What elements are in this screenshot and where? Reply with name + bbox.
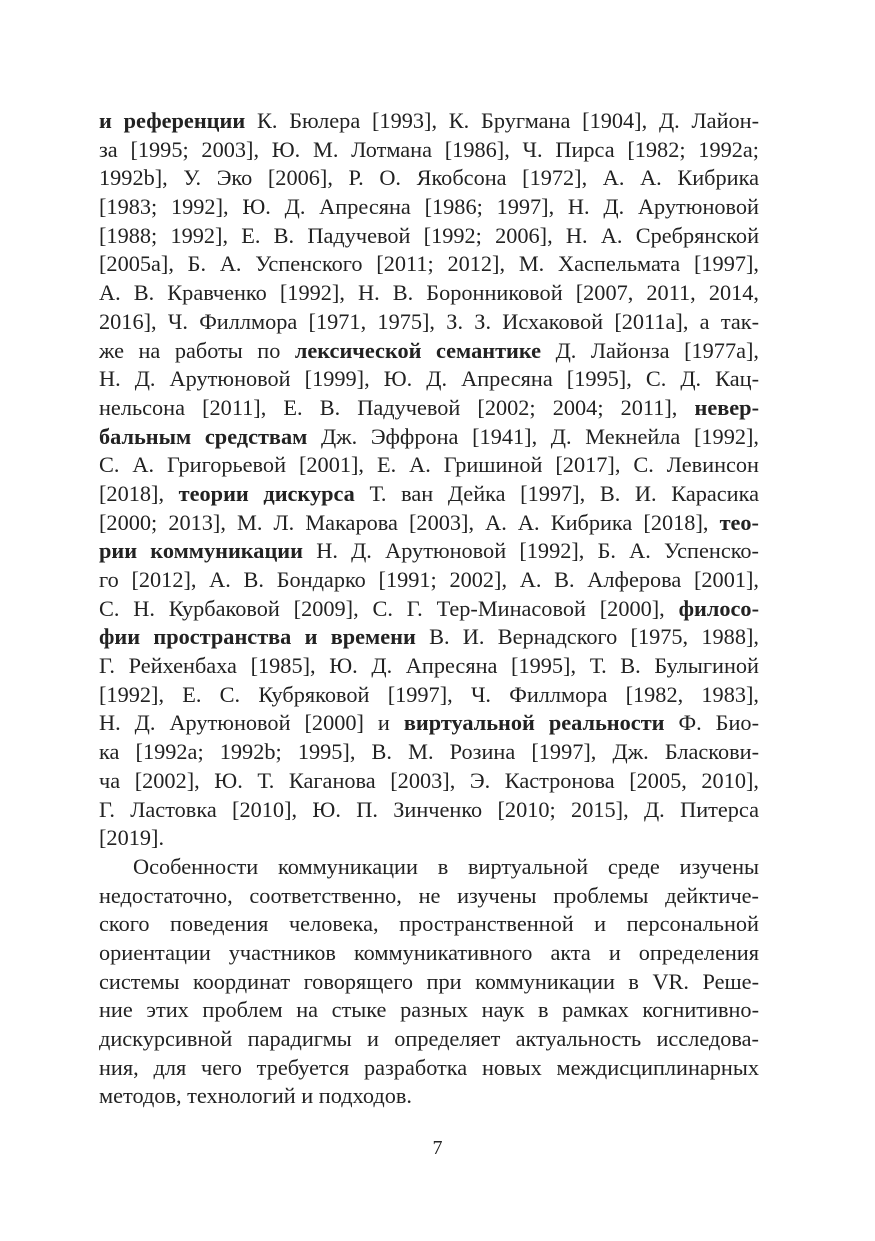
line-text: [1992], Е. С. Кубряковой [1997], Ч. Филлмора [1982, 1983], — [99, 681, 759, 707]
text-line — [99, 164, 759, 193]
bold-term: и референции — [99, 108, 246, 133]
text-line — [99, 337, 759, 366]
line-text: же на работы по — [99, 337, 295, 363]
text-line — [99, 365, 759, 394]
text-line — [99, 279, 759, 308]
text-line — [99, 394, 759, 423]
line-text: В. И. Вернадского [1975, 1988], — [415, 624, 759, 650]
line-text: Г. Ластовка [2010], Ю. П. Зинченко [2010; 2015], Д. Питерса — [99, 796, 759, 822]
bold-term: виртуальной реальности — [403, 710, 665, 736]
bold-term: рии коммуникации — [99, 538, 303, 564]
text-line — [99, 652, 759, 681]
text-line — [99, 1054, 759, 1083]
line-text: методов, технологий и подходов. — [99, 1083, 412, 1109]
line-text: Дж. Эффрона [1941], Д. Мекнейла [1992], — [307, 423, 759, 449]
line-text: дискурсивной парадигмы и определяет актуальность исследова- — [99, 1026, 759, 1051]
line-text: [2005а], Б. А. Успенского [2011; 2012], М. Хаспельмата [1997], — [99, 251, 759, 277]
text-line — [99, 767, 759, 796]
line-text: Н. Д. Арутюновой [1992], Б. А. Успенско- — [303, 538, 759, 564]
line-text: Ф. Био- — [664, 710, 759, 736]
bold-term: лексической семантике — [294, 337, 542, 363]
line-text: Г. Рейхенбаха [1985], Ю. Д. Апресяна [1995], Т. В. Булыгиной — [99, 653, 759, 679]
line-text: системы координат говорящего при коммуникации в VR. Реше- — [99, 968, 759, 994]
line-text: за [1995; 2003], Ю. М. Лотмана [1986], Ч. Пирса [1982; 1992a; — [99, 136, 759, 162]
text-line — [99, 451, 759, 480]
line-text: [1983; 1992], Ю. Д. Апресяна [1986; 1997], Н. Д. Арутюновой — [99, 194, 759, 220]
paragraph-relevance — [99, 853, 759, 1111]
text-line — [99, 193, 759, 222]
text-line — [99, 1025, 759, 1054]
text-line — [99, 595, 759, 624]
line-text: го [2012], А. В. Бондарко [1991; 2002], А. В. Алферова [2001], — [99, 567, 759, 592]
text-line — [99, 623, 759, 652]
text-line — [99, 910, 759, 939]
line-text: ча [2002], Ю. Т. Каганова [2003], Э. Кастронова [2005, 2010], — [99, 767, 759, 793]
line-text: [2000; 2013], М. Л. Макарова [2003], А. А. Кибрика [2018], — [99, 509, 720, 535]
line-text: Т. ван Дейка [1997], В. И. Карасика — [354, 480, 759, 506]
line-text: Особенности коммуникации в виртуальной среде изучены — [133, 853, 759, 879]
bold-term: тео- — [719, 509, 759, 535]
line-text: 2016], Ч. Филлмора [1971, 1975], З. З. Исхаковой [2011а], а так- — [99, 308, 759, 334]
text-line — [99, 824, 759, 853]
bold-term: фии пространства и времени — [99, 624, 416, 650]
line-text: К. Бюлера [1993], К. Бругмана [1904], Д. Лайон- — [245, 108, 760, 133]
line-text: С. А. Григорьевой [2001], Е. А. Гришиной [2017], С. Левинсон — [99, 452, 759, 478]
bold-term: бальным средствам — [99, 423, 308, 449]
text-line — [99, 882, 759, 911]
bold-term: филосо- — [678, 595, 759, 621]
text-line — [99, 537, 759, 566]
bold-term: теории дискурса — [178, 480, 355, 506]
text-line — [99, 738, 759, 767]
line-text: ка [1992a; 1992b; 1995], В. М. Розина [1997], Дж. Бласкови- — [99, 739, 759, 765]
text-line — [99, 107, 759, 136]
paragraph-references — [99, 107, 759, 853]
line-text: ориентации участников коммуникативного акта и определения — [99, 939, 759, 965]
text-line — [99, 566, 759, 595]
text-line — [99, 509, 759, 538]
line-text: [1988; 1992], Е. В. Падучевой [1992; 2006], Н. А. Сребрянской — [99, 222, 759, 248]
text-line — [99, 136, 759, 165]
line-text: Н. Д. Арутюновой [2000] и — [99, 710, 404, 736]
text-line — [99, 681, 759, 710]
line-text: С. Н. Курбаковой [2009], С. Г. Тер-Минасовой [2000], — [99, 595, 679, 621]
line-text: нельсона [2011], Е. В. Падучевой [2002; 2004; 2011], — [99, 394, 695, 420]
line-text: ния, для чего требуется разработка новых междисциплинарных — [99, 1054, 759, 1080]
text-line — [99, 1082, 759, 1111]
text-line — [99, 423, 759, 452]
line-text: А. В. Кравченко [1992], Н. В. Боронниковой [2007, 2011, 2014, — [99, 280, 759, 306]
line-text: ского поведения человека, пространственной и персональной — [99, 911, 759, 937]
line-text: Н. Д. Арутюновой [1999], Ю. Д. Апресяна [1995], С. Д. Кац- — [99, 366, 759, 392]
bold-term: невер- — [694, 394, 759, 420]
text-line — [99, 968, 759, 997]
page-number: 7 — [432, 1137, 443, 1159]
text-line — [99, 853, 759, 882]
text-line — [99, 480, 759, 509]
page-body — [99, 107, 759, 1111]
text-line — [99, 222, 759, 251]
line-text: [2019]. — [99, 825, 165, 851]
line-text: Д. Лайонза [1977a], — [541, 337, 759, 363]
text-line — [99, 996, 759, 1025]
line-text: 1992b], У. Эко [2006], Р. О. Якобсона [1972], А. А. Кибрика — [99, 165, 759, 191]
text-line — [99, 308, 759, 337]
text-line — [99, 709, 759, 738]
line-text: недостаточно, соответственно, не изучены проблемы дейктиче- — [99, 882, 759, 908]
text-line — [99, 796, 759, 825]
line-text: [2018], — [99, 480, 179, 506]
text-line — [99, 250, 759, 279]
line-text: ние этих проблем на стыке разных наук в рамках когнитивно- — [99, 997, 759, 1023]
text-line — [99, 939, 759, 968]
